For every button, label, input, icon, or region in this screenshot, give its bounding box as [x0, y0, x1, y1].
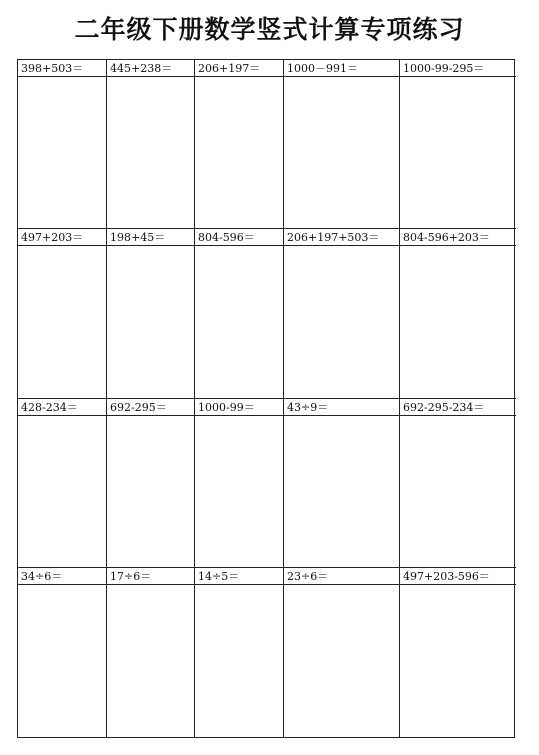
problem-label: 1000-99-295＝	[400, 60, 516, 77]
problem-label: 23÷6＝	[284, 568, 399, 585]
problem-cell	[195, 399, 284, 568]
problem-label: 206+197＝	[195, 60, 283, 77]
problem-cell	[107, 568, 195, 737]
work-area	[107, 416, 194, 567]
problem-cell	[107, 399, 195, 568]
work-area	[18, 246, 106, 397]
problem-cell	[18, 568, 107, 737]
problem-cell	[195, 60, 284, 229]
problem-grid	[17, 59, 515, 738]
work-area	[18, 77, 106, 228]
work-area	[107, 585, 194, 737]
problem-label: 198+45＝	[107, 229, 194, 246]
work-area	[195, 77, 283, 228]
problem-cell	[195, 568, 284, 737]
problem-label: 17÷6＝	[107, 568, 194, 585]
problem-label: 445+238＝	[107, 60, 194, 77]
problem-cell	[284, 60, 400, 229]
problem-cell	[107, 60, 195, 229]
problem-cell	[400, 60, 516, 229]
problem-cell	[107, 229, 195, 398]
work-area	[195, 585, 283, 737]
work-area	[400, 246, 516, 397]
work-area	[195, 246, 283, 397]
problem-cell	[400, 568, 516, 737]
problem-label: 428-234＝	[18, 399, 106, 416]
problem-cell	[284, 399, 400, 568]
work-area	[284, 416, 399, 567]
work-area	[18, 416, 106, 567]
problem-label: 1000－991＝	[284, 60, 399, 77]
problem-label: 804-596+203＝	[400, 229, 516, 246]
work-area	[400, 77, 516, 228]
work-area	[284, 246, 399, 397]
work-area	[284, 77, 399, 228]
problem-label: 398+503＝	[18, 60, 106, 77]
problem-label: 692-295-234＝	[400, 399, 516, 416]
problem-label: 1000-99＝	[195, 399, 283, 416]
problem-label: 206+197+503＝	[284, 229, 399, 246]
work-area	[400, 585, 516, 737]
worksheet-title: 二年级下册数学竖式计算专项练习	[74, 15, 465, 44]
problem-cell	[18, 399, 107, 568]
problem-label: 14÷5＝	[195, 568, 283, 585]
problem-label: 497+203＝	[18, 229, 106, 246]
problem-cell	[18, 229, 107, 398]
problem-cell	[18, 60, 107, 229]
problem-cell	[400, 229, 516, 398]
problem-label: 43÷9＝	[284, 399, 399, 416]
problem-cell	[195, 229, 284, 398]
problem-cell	[284, 568, 400, 737]
work-area	[284, 585, 399, 737]
work-area	[18, 585, 106, 737]
work-area	[107, 246, 194, 397]
work-area	[400, 416, 516, 567]
work-area	[195, 416, 283, 567]
problem-label: 804-596＝	[195, 229, 283, 246]
problem-cell	[284, 229, 400, 398]
work-area	[107, 77, 194, 228]
problem-label: 692-295＝	[107, 399, 194, 416]
problem-label: 497+203-596＝	[400, 568, 516, 585]
problem-cell	[400, 399, 516, 568]
problem-label: 34÷6＝	[18, 568, 106, 585]
